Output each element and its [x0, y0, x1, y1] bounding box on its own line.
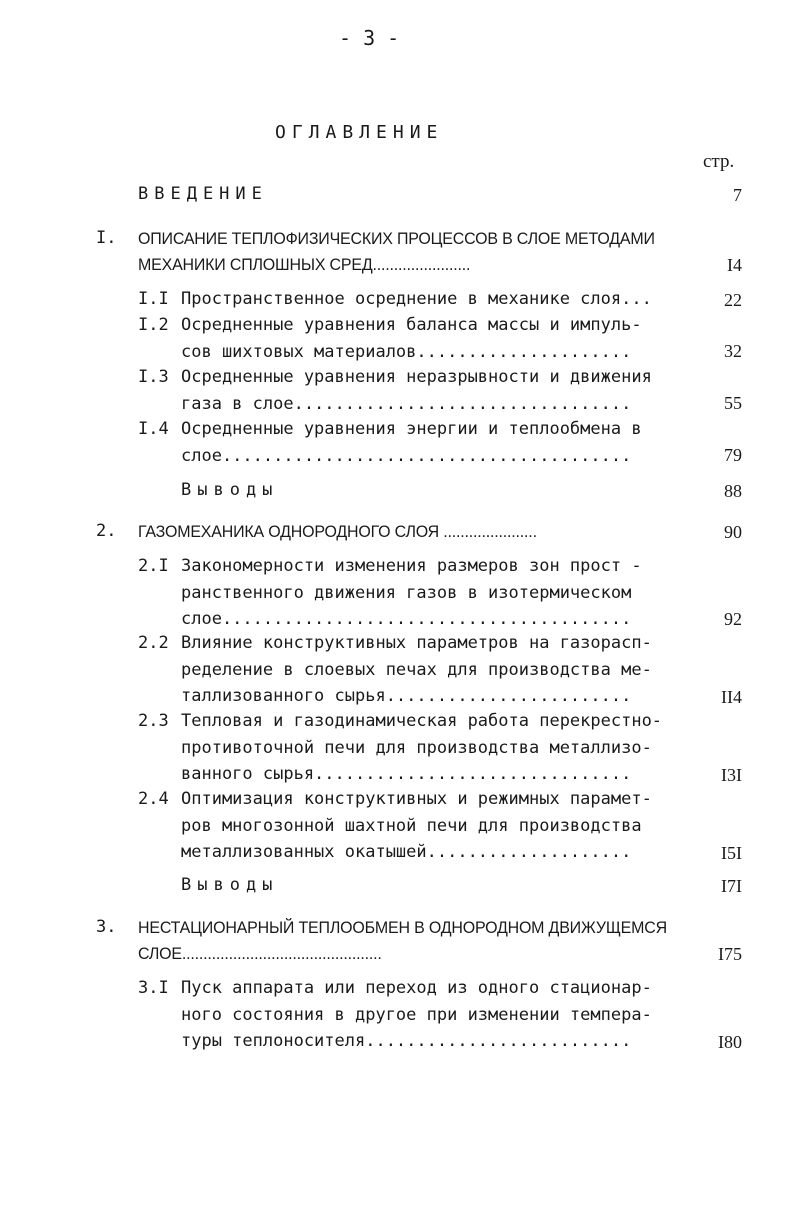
toc-title: ОГЛАВЛЕНИЕ — [275, 122, 444, 143]
chapter-1-title-line2: МЕХАНИКИ СПЛОШНЫХ СРЕД....................... — [138, 255, 471, 274]
section-1-1-page: 22 — [724, 290, 742, 310]
section-3-1-line2: ного состояния в другое при изменении темпера- — [181, 1005, 652, 1025]
section-2-3-page: I3I — [721, 765, 742, 785]
section-2-2-line1: Влияние конструктивных параметров на газорасп- — [181, 633, 652, 653]
section-1-4-line2: слое........................................ — [181, 446, 632, 466]
section-2-1-line2: ранственного движения газов в изотермическом — [181, 583, 632, 603]
section-1-2-line2: сов шихтовых материалов..................... — [181, 342, 632, 362]
conclusions-1-title: Выводы — [181, 480, 279, 500]
section-1-4-number: I.4 — [138, 419, 169, 439]
chapter-2-title-line1: ГАЗОМЕХАНИКА ОДНОРОДНОГО СЛОЯ ...................... — [138, 522, 537, 541]
page-number: - 3 - — [339, 26, 400, 50]
section-1-3-line1: Осредненные уравнения неразрывности и движения — [181, 367, 652, 387]
intro-title: ВВЕДЕНИЕ — [138, 184, 268, 204]
section-2-1-number: 2.I — [138, 556, 169, 576]
section-1-1-line1: Пространственное осреднение в механике слоя... — [181, 289, 652, 309]
section-2-4-line2: ров многозонной шахтной печи для производства — [181, 816, 642, 836]
conclusions-2-page: I7I — [721, 876, 742, 896]
chapter-1-number: I. — [96, 228, 117, 248]
section-2-4-page: I5I — [721, 843, 742, 863]
section-2-2-page: II4 — [721, 687, 742, 707]
section-3-1-number: 3.I — [138, 978, 169, 998]
conclusions-1-page: 88 — [724, 481, 742, 501]
section-2-1-page: 92 — [724, 609, 742, 629]
chapter-3-title-line1: НЕСТАЦИОНАРНЫЙ ТЕПЛООБМЕН В ОДНОРОДНОМ ДВИЖУЩЕМСЯ — [138, 918, 667, 937]
chapter-3-number: 3. — [96, 917, 117, 937]
section-1-2-page: 32 — [724, 341, 742, 361]
section-2-2-line2: ределение в слоевых печах для производства ме- — [181, 660, 652, 680]
section-2-3-number: 2.3 — [138, 711, 169, 731]
chapter-2-page: 90 — [724, 522, 742, 542]
section-1-2-number: I.2 — [138, 315, 169, 335]
section-1-4-page: 79 — [724, 445, 742, 465]
intro-page: 7 — [733, 185, 742, 205]
section-3-1-line3: туры теплоносителя.......................... — [181, 1031, 632, 1051]
chapter-3-title-line2: СЛОЕ............................................... — [138, 944, 382, 963]
chapter-3-page: I75 — [718, 944, 742, 964]
chapter-1-title-line1: ОПИСАНИЕ ТЕПЛОФИЗИЧЕСКИХ ПРОЦЕССОВ В СЛОЕ МЕТОДАМИ — [138, 229, 655, 248]
section-1-4-line1: Осредненные уравнения энергии и теплообмена в — [181, 419, 642, 439]
section-2-2-line3: таллизованного сырья........................ — [181, 686, 632, 706]
section-2-3-line2: противоточной печи для производства металлизо- — [181, 738, 652, 758]
section-1-3-number: I.3 — [138, 367, 169, 387]
section-2-3-line3: ванного сырья............................... — [181, 764, 632, 784]
chapter-2-number: 2. — [96, 521, 117, 541]
conclusions-2-title: Выводы — [181, 875, 279, 895]
section-2-2-number: 2.2 — [138, 633, 169, 653]
section-2-1-line1: Закономерности изменения размеров зон прост - — [181, 556, 642, 576]
section-1-3-page: 55 — [724, 393, 742, 413]
section-2-1-line3: слое........................................ — [181, 609, 632, 629]
section-2-4-line3: металлизованных окатышей.................... — [181, 842, 632, 862]
section-2-4-number: 2.4 — [138, 789, 169, 809]
section-3-1-line1: Пуск аппарата или переход из одного стационар- — [181, 978, 652, 998]
section-1-1-number: I.I — [138, 289, 169, 309]
section-1-2-line1: Осредненные уравнения баланса массы и импуль- — [181, 315, 642, 335]
chapter-1-page: I4 — [727, 255, 742, 275]
section-2-4-line1: Оптимизация конструктивных и режимных парамет- — [181, 789, 652, 809]
page-column-header: стр. — [703, 151, 735, 172]
section-2-3-line1: Тепловая и газодинамическая работа перекрестно- — [181, 711, 663, 731]
section-1-3-line2: газа в слое................................. — [181, 394, 632, 414]
section-3-1-page: I80 — [718, 1032, 742, 1052]
